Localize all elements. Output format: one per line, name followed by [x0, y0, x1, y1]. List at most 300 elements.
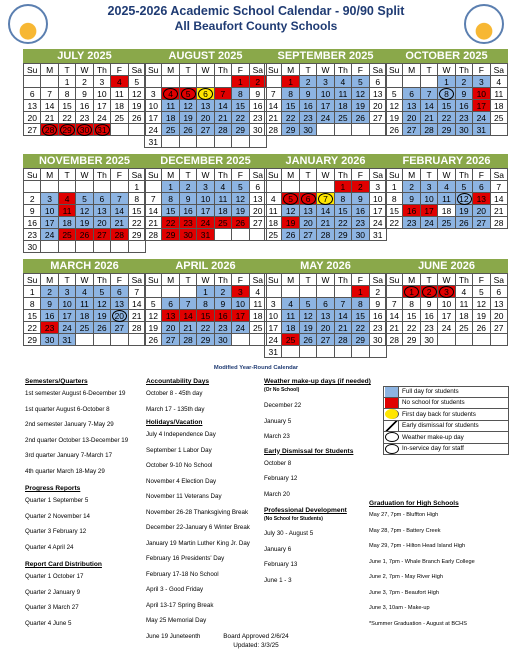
weekday-header: Su [145, 274, 162, 286]
day-cell [386, 76, 403, 88]
day-cell: 9 [179, 193, 196, 205]
day-cell: 8 [438, 88, 455, 100]
weekday-header: W [317, 169, 334, 181]
day-cell: 23 [76, 112, 93, 124]
day-cell: 26 [145, 334, 162, 346]
day-cell [265, 181, 282, 193]
day-cell [232, 334, 249, 346]
day-cell: 2 [403, 181, 420, 193]
day-cell: 1 [197, 286, 214, 298]
day-cell: 25 [58, 229, 75, 241]
month-november-2025 [23, 154, 146, 253]
weather-item: January 5 [264, 417, 292, 425]
day-cell: 19 [232, 205, 249, 217]
day-cell: 3 [58, 286, 75, 298]
day-cell: 23 [369, 322, 386, 334]
day-cell: 21 [41, 112, 58, 124]
day-cell: 8 [386, 193, 403, 205]
day-cell: 1 [128, 181, 145, 193]
weekday-header: Th [455, 64, 472, 76]
weekday-header: F [111, 274, 128, 286]
day-cell: 12 [93, 298, 110, 310]
day-cell: 14 [334, 310, 351, 322]
footer [0, 632, 512, 650]
day-cell: 16 [352, 205, 369, 217]
day-cell: 17 [41, 217, 58, 229]
day-cell: 22 [282, 112, 299, 124]
weekday-header: Th [93, 64, 110, 76]
day-cell: 30 [249, 124, 266, 136]
holiday-item: September 1 Labor Day [146, 446, 212, 454]
day-cell [334, 346, 351, 358]
day-cell: 16 [249, 100, 266, 112]
graduation-item: June 2, 7pm - May River High [369, 574, 443, 580]
day-cell: 24 [369, 217, 386, 229]
day-cell: 27 [299, 229, 316, 241]
day-cell: 20 [403, 112, 420, 124]
day-cell: 4 [455, 286, 472, 298]
accountability-item: March 17 - 135th day [146, 405, 205, 413]
day-cell: 6 [317, 298, 334, 310]
weekday-header: F [473, 169, 490, 181]
day-cell: 13 [197, 100, 214, 112]
day-cell: 3 [265, 298, 282, 310]
day-cell: 10 [265, 310, 282, 322]
day-cell: 10 [438, 298, 455, 310]
day-cell: 2 [455, 76, 472, 88]
day-cell: 30 [24, 241, 41, 253]
day-cell: 10 [420, 193, 437, 205]
day-cell: 20 [490, 310, 507, 322]
weather-subheading: (Or No School) [264, 387, 300, 393]
day-cell: 5 [282, 193, 299, 205]
day-cell: 5 [93, 286, 110, 298]
report-card-item: Quarter 2 January 9 [25, 588, 81, 596]
day-cell: 1 [334, 181, 351, 193]
day-cell: 18 [490, 100, 507, 112]
day-cell: 23 [24, 229, 41, 241]
day-cell: 3 [420, 181, 437, 193]
progress-item: Quarter 2 November 14 [25, 512, 90, 520]
day-cell: 13 [369, 88, 386, 100]
day-cell: 26 [455, 217, 472, 229]
day-cell: 7 [334, 298, 351, 310]
day-cell [76, 334, 93, 346]
report-card-item: Quarter 1 October 17 [25, 573, 84, 580]
day-cell: 22 [438, 112, 455, 124]
day-cell: 23 [249, 112, 266, 124]
day-cell [299, 286, 316, 298]
weekday-header: Sa [128, 169, 145, 181]
weekday-header: Sa [128, 64, 145, 76]
day-cell [369, 346, 386, 358]
month-july-2025 [23, 49, 146, 136]
day-cell: 5 [386, 88, 403, 100]
progress-item: Quarter 3 February 12 [25, 528, 87, 535]
day-cell: 17 [438, 310, 455, 322]
day-cell: 25 [249, 322, 266, 334]
day-cell: 19 [386, 112, 403, 124]
weekday-header: Th [334, 64, 351, 76]
day-cell: 27 [24, 124, 41, 136]
holidays-heading: Holidays/Vacation [146, 419, 203, 426]
day-cell: 11 [438, 193, 455, 205]
day-cell: 8 [282, 88, 299, 100]
weekday-header: Th [214, 64, 231, 76]
month-title: NOVEMBER 2025 [23, 154, 146, 168]
day-cell: 19 [455, 205, 472, 217]
pd-item: January 6 [264, 545, 292, 553]
month-title: JANUARY 2026 [264, 154, 387, 168]
weekday-header: W [76, 169, 93, 181]
day-cell: 30 [214, 334, 231, 346]
day-cell [317, 346, 334, 358]
day-cell: 29 [352, 334, 369, 346]
day-cell: 23 [299, 112, 316, 124]
day-cell: 12 [232, 193, 249, 205]
legend-no-school: No school for students [383, 398, 509, 410]
day-cell: 6 [490, 286, 507, 298]
early-dismissal-heading: Early Dismissal for Students [264, 447, 354, 455]
report-card-item: Quarter 3 March 27 [25, 604, 79, 611]
day-cell: 16 [403, 205, 420, 217]
day-cell: 2 [179, 181, 196, 193]
day-cell: 23 [352, 217, 369, 229]
day-cell [145, 286, 162, 298]
day-cell: 20 [473, 205, 490, 217]
day-cell [197, 76, 214, 88]
day-cell: 25 [490, 112, 507, 124]
day-cell [93, 181, 110, 193]
day-cell: 6 [162, 298, 179, 310]
day-cell: 9 [403, 193, 420, 205]
day-cell: 6 [473, 181, 490, 193]
day-cell: 26 [299, 334, 316, 346]
day-cell: 21 [265, 112, 282, 124]
weekday-header: T [58, 64, 75, 76]
day-cell: 5 [299, 298, 316, 310]
day-cell: 14 [386, 310, 403, 322]
day-cell: 13 [490, 298, 507, 310]
day-cell [317, 286, 334, 298]
day-cell: 17 [232, 310, 249, 322]
day-cell: 18 [58, 217, 75, 229]
weekday-header: M [41, 169, 58, 181]
day-cell: 7 [179, 298, 196, 310]
weekday-header: Su [145, 64, 162, 76]
day-cell: 31 [265, 346, 282, 358]
day-cell: 18 [282, 322, 299, 334]
day-cell: 30 [369, 334, 386, 346]
day-cell: 19 [128, 100, 145, 112]
day-cell [76, 181, 93, 193]
day-cell: 19 [93, 310, 110, 322]
progress-item: Quarter 4 April 24 [25, 543, 74, 551]
early-dismissal-item: October 8 [264, 459, 292, 467]
day-cell: 18 [249, 310, 266, 322]
day-cell: 23 [179, 217, 196, 229]
day-cell: 6 [299, 193, 316, 205]
weekday-header: Sa [490, 64, 507, 76]
weekday-header: Th [214, 274, 231, 286]
day-cell [334, 286, 351, 298]
weekday-header: F [111, 64, 128, 76]
day-cell: 21 [334, 322, 351, 334]
day-cell: 12 [473, 298, 490, 310]
day-cell [162, 76, 179, 88]
day-cell: 9 [41, 298, 58, 310]
day-cell: 15 [352, 310, 369, 322]
day-cell: 21 [420, 112, 437, 124]
graduation-item: June 3, 7pm - Beaufort High [369, 589, 439, 596]
day-cell: 26 [352, 112, 369, 124]
day-cell: 11 [162, 100, 179, 112]
day-cell: 24 [317, 112, 334, 124]
weekday-header: F [473, 64, 490, 76]
day-cell: 23 [420, 322, 437, 334]
day-cell: 15 [438, 100, 455, 112]
day-cell [299, 346, 316, 358]
day-cell: 3 [317, 76, 334, 88]
info-column-2 [146, 377, 250, 644]
month-september-2025 [264, 49, 387, 136]
day-cell: 29 [232, 124, 249, 136]
month-title: DECEMBER 2025 [144, 154, 267, 168]
day-cell: 28 [214, 124, 231, 136]
day-cell: 11 [76, 298, 93, 310]
weekday-header: Th [455, 274, 472, 286]
weekday-header: T [58, 274, 75, 286]
day-cell [197, 136, 214, 148]
weekday-header: Su [24, 169, 41, 181]
day-cell: 2 [352, 181, 369, 193]
day-cell: 18 [214, 205, 231, 217]
day-cell [162, 286, 179, 298]
weekday-header: Sa [490, 169, 507, 181]
day-cell [249, 136, 266, 148]
day-cell: 19 [352, 100, 369, 112]
day-cell: 7 [214, 88, 231, 100]
legend [383, 386, 509, 455]
day-cell: 5 [145, 298, 162, 310]
day-cell [352, 346, 369, 358]
day-cell: 17 [93, 100, 110, 112]
day-cell: 23 [455, 112, 472, 124]
graduation-item: May 29, 7pm - Hilton Head Island High [369, 543, 466, 549]
info-column-1 [25, 377, 128, 631]
early-dismissal-item: March 20 [264, 490, 290, 498]
day-cell: 2 [214, 286, 231, 298]
legend-first-day: First day back for students [383, 409, 509, 421]
day-cell: 29 [128, 229, 145, 241]
weekday-header: W [438, 274, 455, 286]
holiday-item: May 25 Memorial Day [146, 617, 207, 624]
day-cell: 22 [403, 322, 420, 334]
day-cell: 15 [232, 100, 249, 112]
weekday-header: F [232, 274, 249, 286]
day-cell: 12 [386, 100, 403, 112]
day-cell: 28 [386, 334, 403, 346]
day-cell: 31 [369, 229, 386, 241]
day-cell: 13 [111, 298, 128, 310]
day-cell: 28 [41, 124, 58, 136]
graduation-item: *Summer Graduation - August at BCHS [369, 620, 467, 627]
weekday-header: M [282, 274, 299, 286]
holiday-item: July 4 Independence Day [146, 431, 216, 438]
day-cell: 11 [282, 310, 299, 322]
day-cell: 27 [369, 112, 386, 124]
weekday-header: Th [93, 169, 110, 181]
day-cell: 16 [369, 310, 386, 322]
weekday-header: Sa [249, 64, 266, 76]
day-cell: 11 [111, 88, 128, 100]
day-cell: 1 [438, 76, 455, 88]
day-cell [232, 136, 249, 148]
month-title: APRIL 2026 [144, 259, 267, 273]
day-cell: 12 [299, 310, 316, 322]
weekday-header: Su [265, 169, 282, 181]
day-cell: 31 [197, 229, 214, 241]
progress-item: Quarter 1 September 5 [25, 497, 89, 504]
day-cell [76, 241, 93, 253]
day-cell: 14 [490, 193, 507, 205]
day-cell: 2 [41, 286, 58, 298]
day-cell: 22 [58, 112, 75, 124]
day-cell: 10 [369, 193, 386, 205]
month-february-2026 [385, 154, 508, 229]
day-cell: 22 [128, 217, 145, 229]
holiday-item: November 11 Veterans Day [146, 493, 222, 500]
day-cell: 4 [162, 88, 179, 100]
day-cell [145, 76, 162, 88]
holiday-item: February 17-18 No School [146, 570, 219, 578]
day-cell: 5 [76, 193, 93, 205]
day-cell [403, 76, 420, 88]
day-cell: 23 [41, 322, 58, 334]
day-cell: 20 [24, 112, 41, 124]
calendar-header [0, 4, 512, 33]
holiday-item: April 3 - Good Friday [146, 586, 204, 593]
day-cell: 25 [438, 217, 455, 229]
day-cell: 28 [490, 217, 507, 229]
day-cell: 25 [162, 124, 179, 136]
legend-full-day: Full day for students [383, 386, 509, 398]
day-cell: 31 [145, 136, 162, 148]
weekday-header: M [403, 169, 420, 181]
day-cell: 28 [111, 229, 128, 241]
day-cell: 24 [420, 217, 437, 229]
day-cell: 1 [58, 76, 75, 88]
day-cell: 26 [473, 322, 490, 334]
day-cell: 25 [334, 112, 351, 124]
day-cell [111, 124, 128, 136]
day-cell: 26 [128, 112, 145, 124]
day-cell [128, 124, 145, 136]
day-cell [111, 181, 128, 193]
report-card-item: Quarter 4 June 5 [25, 619, 72, 627]
legend-inservice: In-service day for staff [383, 444, 509, 456]
weekday-header: Su [386, 274, 403, 286]
day-cell: 8 [334, 193, 351, 205]
semesters-heading: Semesters/Quarters [25, 378, 88, 385]
day-cell: 13 [249, 193, 266, 205]
day-cell: 27 [403, 124, 420, 136]
day-cell: 17 [369, 205, 386, 217]
day-cell: 4 [249, 286, 266, 298]
weekday-header: F [473, 274, 490, 286]
graduation-item: May 28, 7pm - Battery Creek [369, 527, 441, 534]
day-cell: 14 [265, 100, 282, 112]
day-cell: 5 [232, 181, 249, 193]
day-cell: 19 [282, 217, 299, 229]
day-cell: 10 [145, 100, 162, 112]
day-cell: 18 [265, 217, 282, 229]
day-cell: 13 [24, 100, 41, 112]
day-cell [179, 76, 196, 88]
day-cell: 24 [58, 322, 75, 334]
day-cell: 27 [197, 124, 214, 136]
weekday-header: Th [455, 169, 472, 181]
weekday-header: Th [334, 274, 351, 286]
holiday-item: January 19 Martin Luther King Jr. Day [146, 539, 250, 547]
report-card-heading: Report Card Distribution [25, 561, 102, 568]
month-title: JUNE 2026 [385, 259, 508, 273]
day-cell: 5 [352, 76, 369, 88]
weekday-header: Su [386, 169, 403, 181]
day-cell [352, 124, 369, 136]
holiday-item: June 19 Juneteenth [146, 632, 201, 640]
weekday-header: Th [334, 169, 351, 181]
day-cell: 11 [214, 193, 231, 205]
month-may-2026 [264, 259, 387, 358]
weekday-header: T [420, 274, 437, 286]
day-cell: 20 [369, 100, 386, 112]
day-cell: 10 [197, 193, 214, 205]
day-cell: 21 [145, 217, 162, 229]
day-cell: 25 [455, 322, 472, 334]
day-cell [145, 181, 162, 193]
day-cell: 12 [179, 100, 196, 112]
month-title: MAY 2026 [264, 259, 387, 273]
day-cell: 16 [214, 310, 231, 322]
month-january-2026 [264, 154, 387, 241]
day-cell: 27 [93, 229, 110, 241]
day-cell: 21 [214, 112, 231, 124]
graduation-section [369, 499, 475, 632]
holiday-item: April 13-17 Spring Break [146, 601, 214, 609]
day-cell: 24 [41, 229, 58, 241]
day-cell: 7 [420, 88, 437, 100]
weekday-header: Th [93, 274, 110, 286]
weekday-header: M [162, 64, 179, 76]
day-cell [214, 229, 231, 241]
day-cell: 30 [352, 229, 369, 241]
day-cell: 25 [265, 229, 282, 241]
day-cell: 11 [490, 88, 507, 100]
day-cell: 21 [490, 205, 507, 217]
day-cell: 15 [197, 310, 214, 322]
progress-heading: Progress Reports [25, 485, 81, 492]
holiday-item: October 9-10 No School [146, 462, 213, 469]
month-title: FEBRUARY 2026 [385, 154, 508, 168]
day-cell: 27 [490, 322, 507, 334]
month-title: MARCH 2026 [23, 259, 146, 273]
page-title: 2025-2026 Academic School Calendar - 90/90 Split [107, 4, 405, 18]
day-cell: 22 [162, 217, 179, 229]
day-cell: 8 [403, 298, 420, 310]
day-cell: 2 [249, 76, 266, 88]
day-cell: 4 [334, 76, 351, 88]
